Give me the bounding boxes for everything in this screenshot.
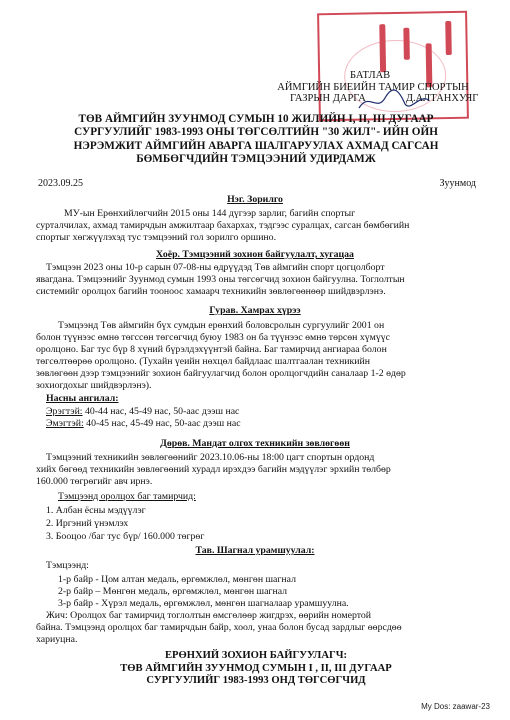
section-3-line: зөвлөгөөн дээр тэмцээнийг зохион байгуулагчид болон оролцогчдийн саналаар 1-2 өдөр [36, 368, 406, 379]
section-3-line: Тэмцээнд Төв аймгийн бүх сумдын ерөнхий боловсролын сургуулийг 2001 он [58, 320, 385, 331]
participants-subheading: Тэмцээнд оролцох баг тамирчид: [58, 491, 196, 502]
section-1-line: МУ-ын Ерөнхийлөгчийн 2015 оны 144 дүгээр зарлиг, багийн спортыг [64, 208, 356, 219]
note-line: хариуцна. [36, 634, 78, 645]
women-label: Эмэгтэй: [46, 418, 84, 429]
title-line: БӨМБӨГЧДИЙН ТЭМЦЭЭНИЙ УДИРДАМЖ [136, 152, 376, 165]
section-3-line: болон түүнээс өмнө төгссөн төгсөгчид буюу 1983 он ба түүнээс өмнө төрсөн хүмүүс [36, 332, 390, 343]
requirement-item: 3. Бооцоо /баг тус бүр/ 160.000 төгрөг [46, 531, 205, 542]
section-1-line: спортыг хөгжүүлэхэд тус тэмцээний гол зорилго оршино. [36, 232, 277, 243]
approval-position: ГАЗРЫН ДАРГА [290, 93, 366, 104]
section-4-line: хийх бөгөөд техникийн зөвлөгөөний хурадл ирэхдээ багийн мэдүүлэг эрхийн төлбөр [36, 464, 391, 475]
document-date: 2023.09.25 [38, 178, 83, 189]
organizer-block [60, 650, 452, 688]
note-line: байна. Тэмцээнд оролцох баг тамирчдын байр, хоол, унаа болон бусад зардлыг өөрсдөө [36, 622, 402, 633]
title-line: СУРГУУЛИЙГ 1983-1993 ОНЫ ТӨГСӨЛТИЙН "30 ЖИЛ"- ИЙН ОЙН [74, 126, 438, 139]
requirement-item: 2. Иргэний үнэмлэх [46, 518, 129, 529]
section-1-heading: Нэг. Зорилго [227, 194, 283, 205]
women-value: 40-45 нас, 45-49 нас, 50-аас дээш нас [83, 418, 241, 429]
approval-name: Д.АЛТАНХУЯГ [405, 93, 479, 104]
prize-item: 1-р байр - Цом алтан медаль, өргөмжлөл, мөнгөн шагнал [58, 574, 296, 585]
section-2-heading: Хоёр. Тэмцээний зохион байгуулалт, хугацаа [156, 249, 354, 260]
age-groups-heading: Насны ангилал: [46, 393, 119, 404]
title-line: НЭРЭМЖИТ АЙМГИЙН АВАРГА ШАЛГАРУУЛАХ АХМАД САГСАН [73, 139, 439, 152]
title-line: ТӨВ АЙМГИЙН ЗУУНМОД СУМЫН 10 ЖИЛИЙН I, II, III ДУГААР [78, 113, 434, 125]
note-line: Жич: Оролцох баг тамирчид тоглолтын өмсгөлөөр жигдрэх, өөрийн номертой [46, 610, 372, 621]
awards-intro: Тэмцээнд: [46, 560, 89, 571]
prize-item: 2-р байр – Мөнгөн медаль, өргөмжлөл, мөнгөн шагнал [58, 586, 288, 597]
age-group-men [46, 406, 239, 418]
section-2-line: явагдана. Тэмцээнийг Зуунмод сумын 1993 оны төгсөгчид зохион байгуулна. Тоглолтын [36, 274, 405, 285]
section-3-line: төгсөлтөөрөө оролцоно. (Тухайн үеийн нөхцөл байдлаас шалтгаалан техникийн [36, 356, 371, 367]
document-place: Зуунмод [439, 178, 476, 189]
section-5-heading: Тав. Шагнал урамшуулал: [195, 545, 315, 556]
age-group-women [46, 418, 241, 430]
section-1-line: сурталчилах, ахмад тамирчдын амжилтаар бахархах, тэдгээс суралцах, сагсан бөмбөгийн [36, 220, 410, 231]
section-3-line: зохиогдохыг шийдвэрлэнэ). [36, 380, 152, 391]
section-4-line: 160.000 төгрөгийг авч ирнэ. [36, 476, 153, 487]
men-label: Эрэгтэй: [46, 406, 83, 417]
document-title [36, 113, 476, 166]
approval-line-1: БАТЛАВ [350, 70, 391, 81]
organizer-line: ЕРӨНХИЙ ЗОХИОН БАЙГУУЛАГЧ: [164, 650, 348, 661]
requirement-item: 1. Албан ёсны мэдүүлэг [46, 505, 146, 516]
document-code: My Dos: zaawar-23 [421, 702, 490, 711]
section-4-heading: Дөрөв. Мандат олгох техникийн зөвлөгөөн [160, 438, 350, 449]
prize-item: 3-р байр - Хүрэл медаль, өргөмжлөл, мөнгөн шагналаар урамшуулна. [58, 598, 349, 609]
section-2-line: Тэмцээн 2023 оны 10-р сарын 07-08-ны өдрүүдэд Төв аймгийн спорт цогцолборт [46, 262, 385, 273]
organizer-line: СУРГУУЛИЙГ 1983-1993 ОНД ТӨГСӨГЧИД [146, 675, 366, 686]
section-4-line: Тэмцээний техникийн зөвлөгөөнийг 2023.10.06-ны 18:00 цагт спортын ордонд [46, 452, 375, 463]
signature-mark [355, 88, 433, 114]
section-3-heading: Гурав. Хамрах хүрээ [209, 305, 301, 316]
section-3-line: оролцоно. Баг тус бүр 8 хүний бүрэлдэхүүнтэй байна. Баг тамирчид ангиараа болон [36, 344, 387, 355]
organizer-line: ТӨВ АЙМГИЙН ЗУУНМОД СУМЫН I , II, III ДУГААР [120, 662, 392, 674]
men-value: 40-44 нас, 45-49 нас, 50-аас дээш нас [82, 406, 240, 417]
approval-line-2: АЙМГИЙН БИЕИЙН ТАМИР СПОРТЫН [277, 81, 469, 93]
section-2-line: системийг оролцох багийн тооноос хамаарч техникийн зөвлөгөөнөөр шийдвэрлэнэ. [36, 286, 386, 297]
